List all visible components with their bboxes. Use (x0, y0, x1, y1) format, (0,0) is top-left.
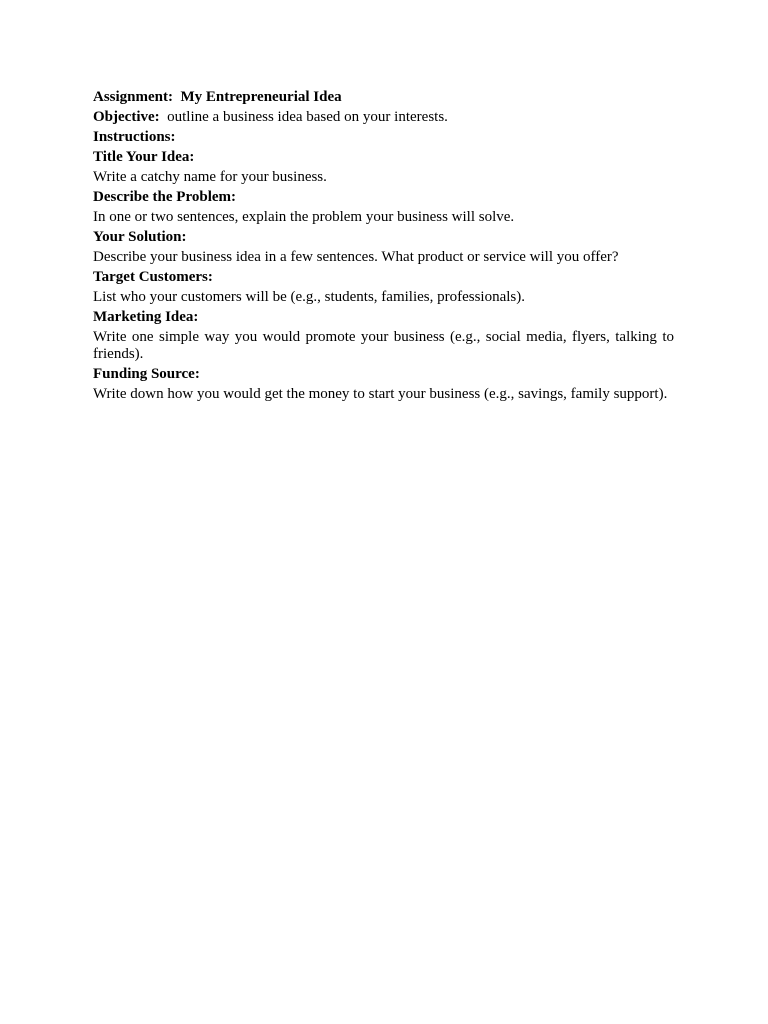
section-title-your-idea (93, 149, 674, 186)
objective-line (93, 109, 674, 126)
document-page (93, 89, 674, 406)
section-target-customers (93, 269, 674, 306)
section-body: Write a catchy name for your business. (93, 169, 327, 185)
objective-label: Objective: (93, 109, 160, 125)
section-body: Write down how you would get the money to start your business (e.g., savings, family support). (93, 386, 668, 402)
section-heading: Marketing Idea: (93, 309, 199, 325)
objective-text: outline a business idea based on your interests. (167, 109, 448, 125)
section-heading: Funding Source: (93, 366, 200, 382)
section-marketing-idea (93, 309, 674, 363)
section-funding-source (93, 366, 674, 403)
section-body: Write one simple way you would promote your business (e.g., social media, flyers, talking to friends). (93, 329, 674, 362)
section-your-solution (93, 229, 674, 266)
section-describe-the-problem (93, 189, 674, 226)
instructions-heading: Instructions: (93, 129, 176, 145)
section-body: Describe your business idea in a few sentences. What product or service will you offer? (93, 249, 619, 265)
assignment-title: My Entrepreneurial Idea (180, 89, 342, 105)
section-heading: Your Solution: (93, 229, 187, 245)
section-body: List who your customers will be (e.g., students, families, professionals). (93, 289, 526, 305)
assignment-line (93, 89, 674, 106)
assignment-label: Assignment: (93, 89, 174, 105)
section-heading: Describe the Problem: (93, 189, 237, 205)
section-body: In one or two sentences, explain the problem your business will solve. (93, 209, 515, 225)
section-heading: Title Your Idea: (93, 149, 195, 165)
section-heading: Target Customers: (93, 269, 213, 285)
